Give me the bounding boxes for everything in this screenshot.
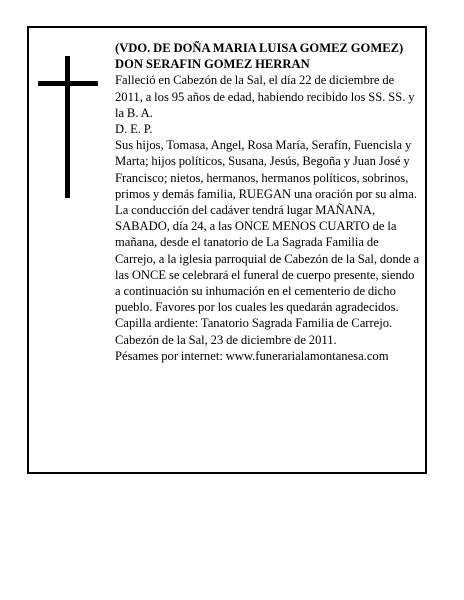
death-statement: Falleció en Cabezón de la Sal, el día 22 de diciembre de 2011, a los 95 años de edad, habiendo recibido los SS. SS. y la B. A. <box>115 73 415 120</box>
dep-line: D. E. P. <box>115 122 153 137</box>
deceased-name: DON SERAFIN GOMEZ HERRAN <box>115 57 310 72</box>
obituary-text <box>115 40 421 364</box>
cross-horizontal-bar <box>38 81 98 86</box>
cross-vertical-bar <box>65 56 70 198</box>
widow-line: (VDO. DE DOÑA MARIA LUISA GOMEZ GOMEZ) <box>115 41 404 55</box>
family-announcement: Sus hijos, Tomasa, Angel, Rosa María, Serafín, Fuencisla y Marta; hijos políticos, Susana, Jesús, Begoña y Juan José y Francisco; nietos, hermanos, hermanos políticos, sobrinos, primos y demás familia, RUEGAN una oración por su alma. La conducción del cadáver tendrá lugar MAÑANA, SABADO, día 24, a las ONCE MENOS CUARTO de la mañana, desde el tanatorio de La Sagrada Familia de Carrejo, a la iglesia parroquial de Cabezón de la Sal, donde a las ONCE se celebrará el funeral de cuerpo presente, siendo a continuación su inhumación en el cementerio de dicho pueblo. Favores por los cuales les quedarán agradecidos. Capilla ardiente: Tanatorio Sagrada Familia de Carrejo. <box>115 138 420 331</box>
place-date-line: Cabezón de la Sal, 23 de diciembre de 2011. <box>115 332 337 347</box>
condolences-line: Pésames por internet: www.funerarialamontanesa.com <box>115 348 389 363</box>
latin-cross-icon <box>38 56 98 198</box>
